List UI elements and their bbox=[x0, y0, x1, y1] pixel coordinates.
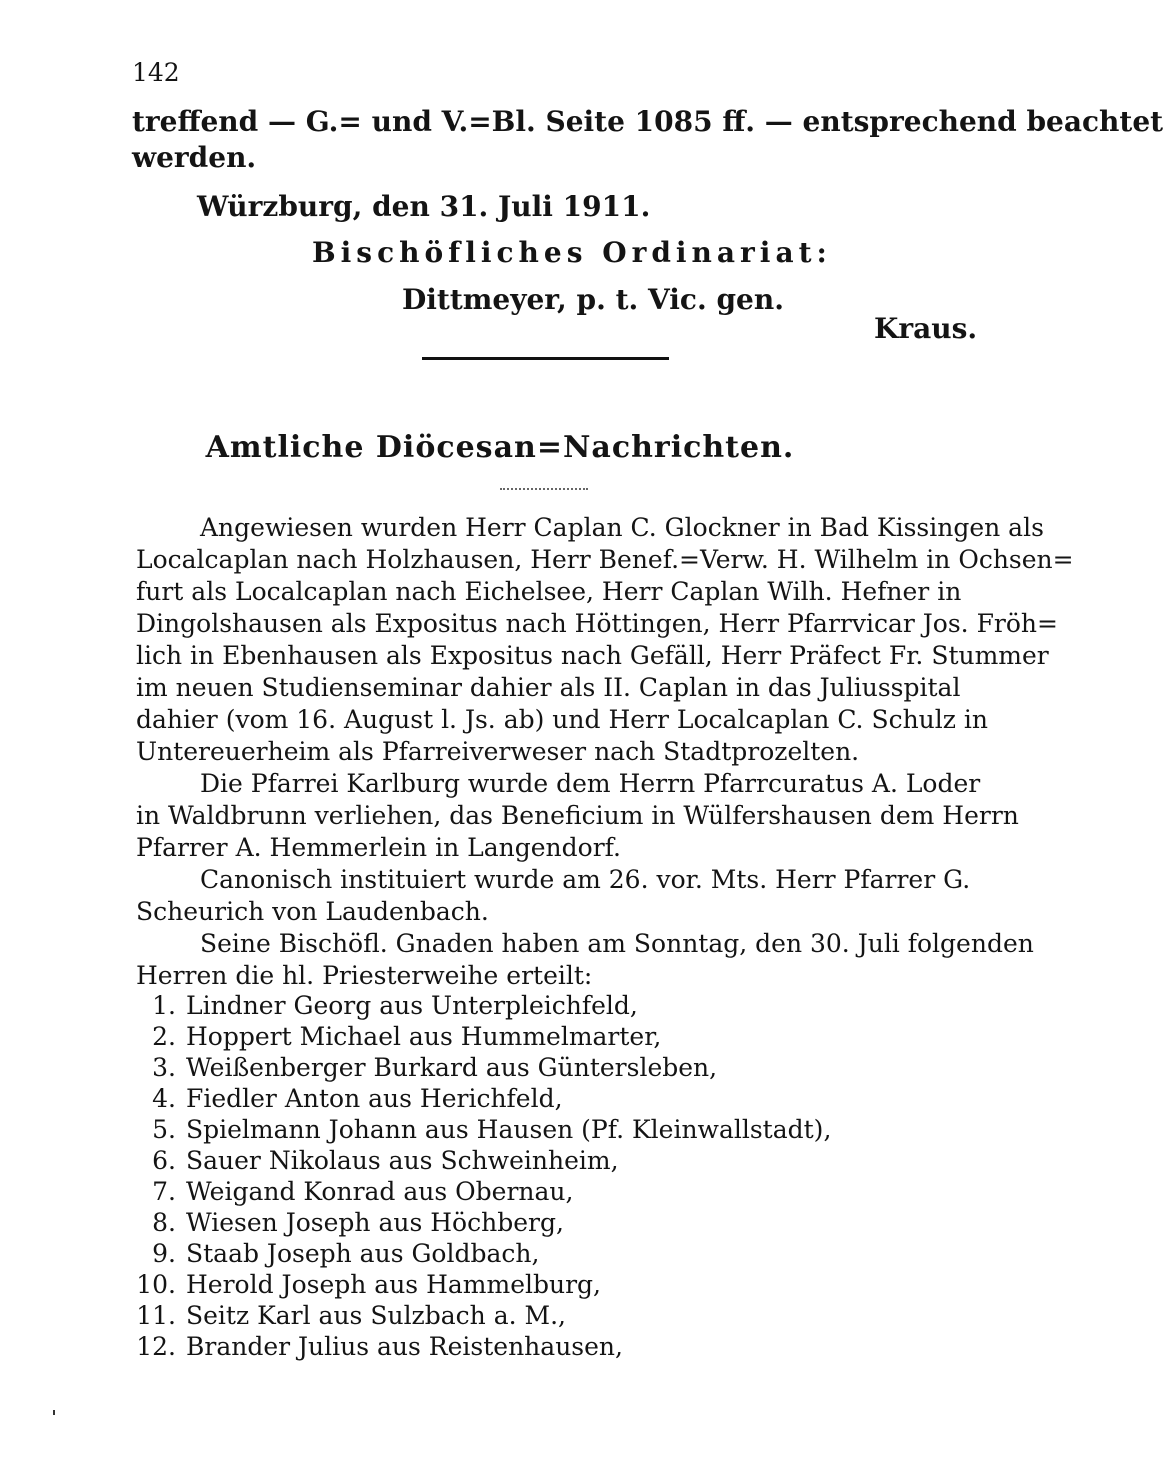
list-item-number: 4. bbox=[152, 1084, 176, 1113]
list-item-number: 8. bbox=[152, 1208, 176, 1237]
list-item-number: 6. bbox=[152, 1146, 176, 1175]
list-item: Sauer Nikolaus aus Schweinheim, bbox=[186, 1146, 619, 1175]
list-item: Weigand Konrad aus Obernau, bbox=[186, 1177, 574, 1206]
intro-line-1: treffend — G.= und V.=Bl. Seite 1085 ff. — entsprechend beachtet bbox=[132, 105, 1163, 138]
list-item: Hoppert Michael aus Hummelmarter, bbox=[186, 1022, 662, 1051]
p1-line-7: dahier (vom 16. August l. Js. ab) und Herr Localcaplan C. Schulz in bbox=[136, 705, 988, 734]
list-item: Weißenberger Burkard aus Güntersleben, bbox=[186, 1053, 718, 1082]
signatory-name: Dittmeyer, p. t. Vic. gen. bbox=[402, 283, 784, 316]
list-item-number: 1. bbox=[152, 991, 176, 1020]
p2-line-1: Die Pfarrei Karlburg wurde dem Herrn Pfarrcuratus A. Loder bbox=[200, 769, 981, 798]
list-item: Staab Joseph aus Goldbach, bbox=[186, 1239, 540, 1268]
p4-line-2: Herren die hl. Priesterweihe erteilt: bbox=[136, 961, 593, 990]
dateline: Würzburg, den 31. Juli 1911. bbox=[197, 190, 651, 223]
p1-line-8: Untereuerheim als Pfarreiverweser nach Stadtprozelten. bbox=[136, 737, 860, 766]
p1-line-2: Localcaplan nach Holzhausen, Herr Benef.=Verw. H. Wilhelm in Ochsen= bbox=[136, 545, 1074, 574]
p1-line-3: furt als Localcaplan nach Eichelsee, Herr Caplan Wilh. Hefner in bbox=[136, 577, 962, 606]
intro-line-2: werden. bbox=[132, 141, 257, 174]
ordinariat-title: Bischöfliches Ordinariat: bbox=[312, 236, 832, 269]
p4-line-1: Seine Bischöfl. Gnaden haben am Sonntag, den 30. Juli folgenden bbox=[200, 929, 1034, 958]
p1-line-4: Dingolshausen als Expositus nach Höttingen, Herr Pfarrvicar Jos. Fröh= bbox=[136, 609, 1058, 638]
list-item-number: 7. bbox=[152, 1177, 176, 1206]
p1-line-1: Angewiesen wurden Herr Caplan C. Glockner in Bad Kissingen als bbox=[200, 513, 1044, 542]
list-item-number: 9. bbox=[152, 1239, 176, 1268]
p1-line-5: lich in Ebenhausen als Expositus nach Gefäll, Herr Präfect Fr. Stummer bbox=[136, 641, 1049, 670]
list-item-number: 5. bbox=[152, 1115, 176, 1144]
separator-rule bbox=[422, 357, 669, 360]
p2-line-3: Pfarrer A. Hemmerlein in Langendorf. bbox=[136, 833, 621, 862]
list-item-number: 10. bbox=[136, 1270, 176, 1299]
list-item-number: 3. bbox=[152, 1053, 176, 1082]
list-item: Herold Joseph aus Hammelburg, bbox=[186, 1270, 601, 1299]
list-item: Spielmann Johann aus Hausen (Pf. Kleinwallstadt), bbox=[186, 1115, 832, 1144]
margin-speck bbox=[53, 1410, 55, 1415]
list-item-number: 2. bbox=[152, 1022, 176, 1051]
list-item: Lindner Georg aus Unterpleichfeld, bbox=[186, 991, 638, 1020]
list-item: Seitz Karl aus Sulzbach a. M., bbox=[186, 1301, 566, 1330]
section-heading: Amtliche Diöcesan=Nachrichten. bbox=[205, 430, 795, 465]
p3-line-1: Canonisch instituiert wurde am 26. vor. Mts. Herr Pfarrer G. bbox=[200, 865, 971, 894]
secretary-name: Kraus. bbox=[874, 312, 978, 345]
list-item: Fiedler Anton aus Herichfeld, bbox=[186, 1084, 563, 1113]
list-item: Brander Julius aus Reistenhausen, bbox=[186, 1332, 623, 1361]
list-item-number: 11. bbox=[136, 1301, 176, 1330]
p2-line-2: in Waldbrunn verliehen, das Beneficium in Wülfershausen dem Herrn bbox=[136, 801, 1019, 830]
page-number: 142 bbox=[132, 58, 180, 87]
p1-line-6: im neuen Studienseminar dahier als II. Caplan in das Juliusspital bbox=[136, 673, 961, 702]
p3-line-2: Scheurich von Laudenbach. bbox=[136, 897, 489, 926]
list-item: Wiesen Joseph aus Höchberg, bbox=[186, 1208, 564, 1237]
heading-ornament bbox=[500, 488, 588, 490]
list-item-number: 12. bbox=[136, 1332, 176, 1361]
